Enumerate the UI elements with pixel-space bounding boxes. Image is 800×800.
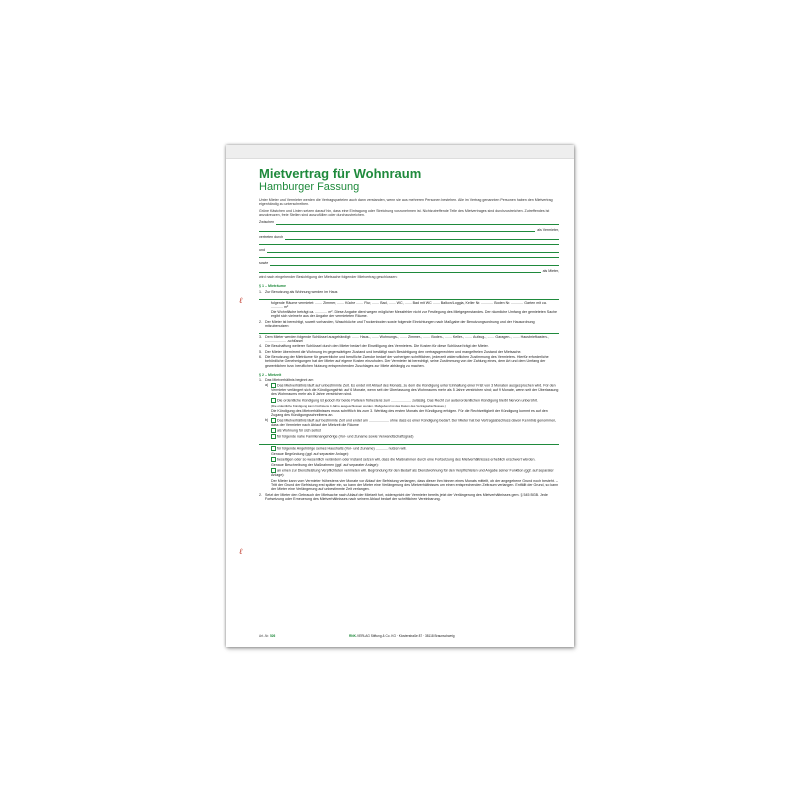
s1-item-2: 2. Der Mieter ist berechtigt, soweit vorhanden, Waschküche und Trockenboden sowie folgende Einrichtungen nach Maßgabe der Benutzungsordnung und der Hausordnung mitzubenutzen: [259,319,535,329]
publisher-info: RNK-VERLAG Stiftung & Co. KG · Klosterstraße 87 · 38118 Braunschweig [349,634,455,638]
zwischen-label: Zwischen [259,220,275,225]
paragraph-mark-icon: ℓ [239,296,243,305]
document-content [259,167,559,501]
page-footer [259,634,559,638]
s2-option-b8: an einen zur Dienstleistung Verpflichteten vermieten will. Begründung für den Bedarf als Dienstwohnung für den Verpflichteten und Angabe seiner Funktion (ggf. auf separater Anlage): [271,468,554,478]
blank-line[interactable] [259,439,559,445]
intro-paragraph-1: Unter Mieter und Vermieter werden die Vertragsparteien auch dann verstanden, wenn sie aus mehreren Personen bestehen. Alle im Vertrag genannten Personen haben den Mietvertrag eigenhändig zu unterschreiben. [259,198,553,207]
tenant-field-3[interactable] [259,269,559,274]
section-1-heading: § 1 – Mieträume [259,284,286,289]
s1-item-3: 3. Dem Mieter werden folgende Schlüssel ausgehändigt: ....... Haus-, ....... Wohnungs-, ....... Zimmer-, ....... Boden-, ....... Keller-, ....... Aufzug-, ....... Garagen-, ....... Hausbriefkasten-, ..................... -schlüssel [259,334,549,344]
s2-option-b2: als Wohnung für sich selbst [259,428,559,433]
s2-option-b9: Der Mieter kann vom Vermieter frühestens vier Monate vor Ablauf der Befristung verlangen, dass dieser ihm binnen eines Monats mitteilt, ob der angegebene Grund noch besteht. – Tritt der Grund der Befristung erst später ein, so kann der Mieter eine Verlängerung des Mietverhältnisses um einen entsprechenden Zeitraum verlangen. Entfällt der Grund, so kann der Mieter eine Verlängerung auf unbestimmte Zeit verlangen. [271,478,559,492]
als-vermieter-label: als Vermieter, [537,227,559,232]
s2-option-a4: Die Kündigung des Mietverhältnisses muss schriftlich bis zum 3. Werktag des ersten Monats der Kündigung erfolgen. Für die Rechtzeitigkeit der Kündigung kommt es auf den Zugang des Kündigungsschreibens an. [271,408,548,418]
blank-line[interactable] [259,253,559,259]
vertreten-label: vertreten durch [259,235,284,240]
tenant-field-2[interactable] [259,261,559,266]
s1-item-1b: folgende Räume vermietet: ....... Zimmer, ....... Küche ....... Flur, ....... Bad, ....... WC, ....... Bad mit WC ....... Balkon/Loggia, Keller Nr. ............ Boden Nr. ............ Garten mit ca. ............ m² [271,300,547,309]
sowie-label: sowie [259,261,269,266]
s1-item-4: 4. Die Beschaffung weiterer Schlüssel durch den Mieter bedarf der Einwilligung des Vermieters. Die Kosten für diese Schlüssel trägt der Mieter. [259,344,489,349]
intro-paragraph-2: Grüne Kästchen und Linien setzen darauf hin, dass eine Eintragung oder Streichung vorzunehmen ist. Nichtzutreffende Teile des Mietvertrages sind durchzustreichen. Zutreffendes ist anzukreuzen, freie Stellen sind auszufüllen oder durchzustreichen. [259,208,550,217]
checkbox-self-use[interactable] [271,428,276,433]
checkbox-household[interactable] [271,446,276,451]
s2-option-a: a) Das Mietverhältnis läuft auf unbestimmte Zeit. Es endet mit Ablauf des Monats, zu dem die Kündigung unter Einhaltung einer Frist von 3 Monaten ausgesprochen wird. Für den Vermieter verlängert sich die Kündigungsfrist: auf 6 Monate, wenn seit der Überlassung des Wohnraums mehr als 5 Jahre verstrichen sind; auf 9 Monate, wenn seit der Überlassung des Wohnraums mehr als 8 Jahre verstrichen sind. [265,383,559,397]
s2-option-b5: Genaue Begründung (ggf. auf separater Anlage): [271,451,349,456]
s1-item-1: 1. Zur Benutzung als Wohnung werden im Haus [259,289,338,294]
document-subtitle: Hamburger Fassung [259,181,360,193]
landlord-field[interactable] [259,220,559,225]
document-title: Mietvertrag für Wohnraum [259,166,422,181]
blank-line[interactable] [259,328,559,334]
section-2-heading: § 2 – Mietzeit [259,372,282,377]
s2-option-a2: Die ordentliche Kündigung ist jedoch für beide Parteien frühestens zum .................... zulässig. Das Recht zur außerordentlichen Kündigung bleibt hiervon unberührt. [259,398,559,403]
s2-item-2: 2. Setzt der Mieter den Gebrauch der Mietsache nach Ablauf der Mietzeit fort, widerspricht der Vermieter bereits jetzt der Verlängerung des Mietverhältnisses gem. § 545 BGB. Jede Fortsetzung oder Erneuerung des Mietverhältnisses nach seinem Ablauf bedarf der schriftlichen Vereinbarung. [259,492,548,501]
article-number: Art.-Nr. 526 [259,634,276,638]
landlord-field-2[interactable] [259,228,559,233]
und-label: und [259,248,265,253]
blank-line[interactable] [259,294,559,300]
represented-by-field[interactable] [259,235,559,240]
s1-item-6: 6. Die Benutzung der Mieträume für gewerbliche und berufliche Zwecke bedarf der vorherigen schriftlichen, jederzeit widerruflichen Zustimmung des Vermieters. Hierfür erforderliche behördliche Genehmigungen hat der Mieter auf eigene Kosten einzuholen. Der Vermieter ist berechtigt, seine Zustimmung von der Zahlung eines, dem Art und dem Umfang der gewerblichen bzw. beruflichen Nutzung entsprechenden Zuschlages zur Miete abhängig zu machen. [259,355,549,368]
checkbox-min-term[interactable] [271,398,276,403]
checkbox-family[interactable] [271,434,276,439]
s2-option-b3: für folgende nahe Familienangehörige (Vor- und Zuname sowie Verwandtschaftsgrad) [259,434,559,439]
s2-item-1: 1. Das Mietverhältnis beginnt am [259,378,314,383]
document-page [226,145,574,647]
s2-option-a3: (Die ordentliche Kündigung kann höchstens 4 Jahre ausgeschlossen werden. Maßgebend ist das Datum des Vertragsabschlusses.) [271,403,446,408]
s2-option-b: b) Das Mietverhältnis läuft auf bestimmte Zeit und endet am .................... ohne dass es einer Kündigung bedarf. Der Mieter hat bei Vertragsabschluss davon Kenntnis genommen, dass der Vermieter nach Ablauf der Mietzeit die Räume [265,418,557,428]
blank-line[interactable] [259,240,559,246]
tenant-field[interactable] [259,248,559,253]
s2-option-b6: beseitigen oder so wesentlich verändern oder instand setzen will, dass die Maßnahmen durch eine Fortsetzung des Mietverhältnisses erheblich erschwert würden. [259,457,559,462]
als-mieter-label: als Mieter, [542,268,559,273]
s2-option-b7: Genaue Beschreibung der Maßnahmen (ggf. auf separater Anlage): [271,463,379,468]
checkbox-remove[interactable] [271,457,276,462]
s1-item-1c: Die Wohnfläche beträgt ca. ............ m². Diese Angabe dient wegen möglicher Messfehler nicht zur Festlegung des Mietgegenstandes. Der räumliche Umfang der gemieteten Sache ergibt sich vielmehr aus der Angabe der vermieteten Räume. [271,310,557,319]
s2-option-b4: für folgende Angehörige seines Haushalts (Vor- und Zuname) ............ nutzen will. [259,446,559,451]
contract-closing-text: wird nach eingehender Besichtigung der Mietsache folgender Mietvertrag geschlossen: [259,275,398,280]
s1-item-5: 5. Der Mieter übernimmt die Wohnung im gegenwärtigen Zustand und bestätigt nach Besichtigung den vertragsgerechten und mangelfreien Zustand der Mietsache. [259,349,522,354]
paragraph-mark-icon: ℓ [239,547,243,556]
page-top-band [226,145,574,159]
